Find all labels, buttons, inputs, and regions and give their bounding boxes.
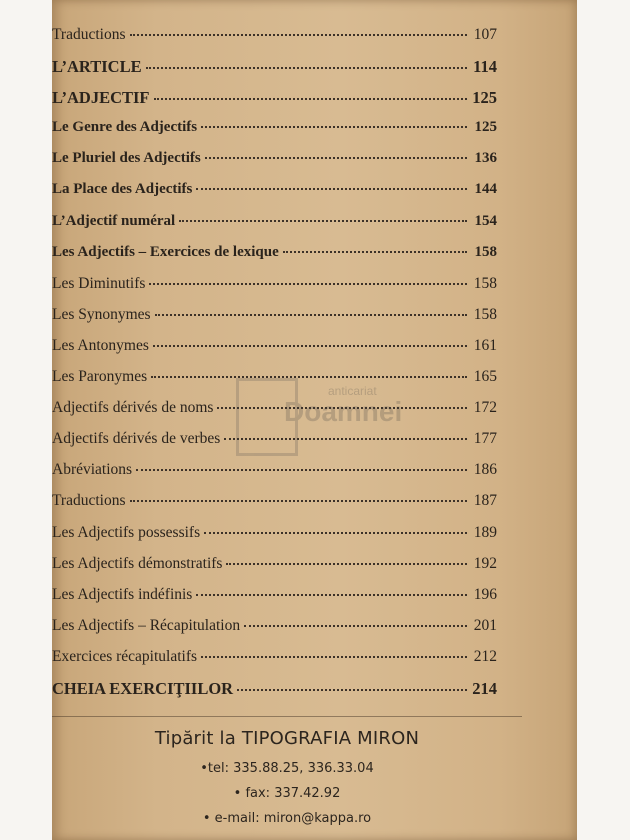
toc-entry-label: Les Adjectifs – Exercices de lexique — [52, 243, 279, 260]
toc-entry — [52, 150, 497, 181]
toc-entry — [52, 213, 497, 244]
toc-leader-dots — [151, 376, 467, 378]
toc-entry-page: 165 — [473, 368, 497, 386]
toc-entry-label: Les Adjectifs – Récapitulation — [52, 616, 241, 634]
watermark-big-text: Doamnei — [284, 396, 403, 427]
toc-leader-dots — [226, 563, 467, 565]
toc-leader-dots — [146, 67, 467, 69]
toc-entry-page: 187 — [473, 492, 497, 510]
toc-entry — [52, 244, 497, 275]
toc-entry-page: 114 — [473, 57, 497, 77]
toc-entry-label: Les Diminutifs — [52, 274, 146, 292]
toc-entry — [52, 679, 497, 710]
toc-entry — [52, 88, 497, 119]
toc-entry — [52, 57, 497, 88]
printer-imprint — [52, 722, 522, 831]
toc-entry — [52, 119, 497, 150]
toc-entry-label: L’Adjectif numéral — [52, 212, 176, 229]
toc-entry-page: 212 — [473, 647, 497, 665]
toc-entry — [52, 368, 497, 399]
toc-entry-label: Le Genre des Adjectifs — [52, 119, 198, 136]
toc-leader-dots — [201, 656, 467, 658]
toc-leader-dots — [204, 532, 467, 534]
imprint-fax: • fax: 337.42.92 — [233, 786, 341, 801]
toc-entry-page: 177 — [473, 430, 497, 448]
toc-entry-label: Les Adjectifs démonstratifs — [52, 554, 223, 572]
toc-leader-dots — [153, 345, 467, 347]
toc-entry-page: 214 — [472, 678, 497, 698]
imprint-email: • e-mail: miron@kappa.ro — [202, 811, 372, 826]
toc-entry — [52, 430, 497, 461]
toc-leader-dots — [205, 157, 467, 159]
toc-leader-dots — [130, 500, 468, 502]
toc-entry — [52, 648, 497, 679]
toc-leader-dots — [155, 314, 467, 316]
toc-entry — [52, 461, 497, 492]
toc-entry-page: 201 — [473, 616, 497, 634]
toc-entry — [52, 26, 497, 57]
toc-entry-label: Exercices récapitulatifs — [52, 647, 198, 665]
toc-leader-dots — [217, 407, 467, 409]
toc-leader-dots — [136, 469, 467, 471]
toc-entry-label: Les Paronymes — [52, 368, 148, 386]
table-of-contents — [52, 26, 497, 710]
toc-entry-label: Traductions — [52, 26, 126, 43]
toc-entry-label: Traductions — [52, 492, 126, 510]
toc-entry — [52, 555, 497, 586]
toc-entry-page: 144 — [474, 181, 497, 198]
toc-entry-label: Adjectifs dérivés de noms — [52, 399, 214, 417]
toc-entry-page: 196 — [473, 585, 497, 603]
page-divider — [52, 716, 522, 717]
toc-entry-label: Les Adjectifs indéfinis — [52, 585, 193, 603]
toc-entry-label: CHEIA EXERCIŢIILOR — [52, 678, 234, 698]
toc-entry-label: Le Pluriel des Adjectifs — [52, 150, 201, 167]
toc-entry — [52, 524, 497, 555]
toc-entry — [52, 617, 497, 648]
toc-entry — [52, 275, 497, 306]
toc-entry-page: 189 — [473, 523, 497, 541]
toc-entry-label: Les Adjectifs possessifs — [52, 523, 201, 541]
toc-leader-dots — [283, 251, 467, 253]
toc-entry-page: 154 — [474, 212, 497, 229]
imprint-tel: •tel: 335.88.25, 336.33.04 — [200, 761, 374, 776]
toc-leader-dots — [244, 625, 467, 627]
toc-leader-dots — [196, 594, 467, 596]
toc-entry-page: 158 — [473, 274, 497, 292]
toc-entry — [52, 492, 497, 523]
toc-entry-page: 172 — [473, 399, 497, 417]
toc-entry-label: Les Antonymes — [52, 336, 149, 354]
toc-entry-page: 192 — [473, 554, 497, 572]
toc-entry-label: Les Synonymes — [52, 305, 151, 323]
imprint-title: Tipărit la TIPOGRAFIA MIRON — [154, 728, 420, 749]
toc-entry-label: L’ADJECTIF — [52, 88, 150, 108]
toc-entry-label: La Place des Adjectifs — [52, 181, 193, 198]
toc-leader-dots — [149, 283, 467, 285]
toc-leader-dots — [154, 98, 468, 100]
toc-entry — [52, 586, 497, 617]
toc-leader-dots — [196, 188, 467, 190]
toc-entry-page: 125 — [474, 119, 497, 136]
toc-leader-dots — [224, 438, 467, 440]
toc-entry — [52, 337, 497, 368]
toc-leader-dots — [179, 220, 467, 222]
toc-entry-page: 186 — [473, 461, 497, 479]
toc-entry-label: L’ARTICLE — [52, 57, 142, 77]
toc-entry-label: Adjectifs dérivés de verbes — [52, 430, 221, 448]
toc-entry — [52, 399, 497, 430]
toc-leader-dots — [130, 34, 468, 36]
watermark-small-text: anticariat — [328, 384, 377, 398]
toc-entry-page: 158 — [473, 305, 497, 323]
toc-entry-page: 107 — [473, 26, 497, 43]
toc-entry — [52, 181, 497, 212]
toc-entry-page: 158 — [474, 243, 497, 260]
toc-entry-page: 161 — [473, 336, 497, 354]
toc-entry — [52, 306, 497, 337]
toc-leader-dots — [201, 126, 467, 128]
toc-entry-label: Abréviations — [52, 461, 133, 479]
toc-entry-page: 125 — [472, 88, 497, 108]
toc-leader-dots — [237, 689, 467, 691]
toc-entry-page: 136 — [474, 150, 497, 167]
